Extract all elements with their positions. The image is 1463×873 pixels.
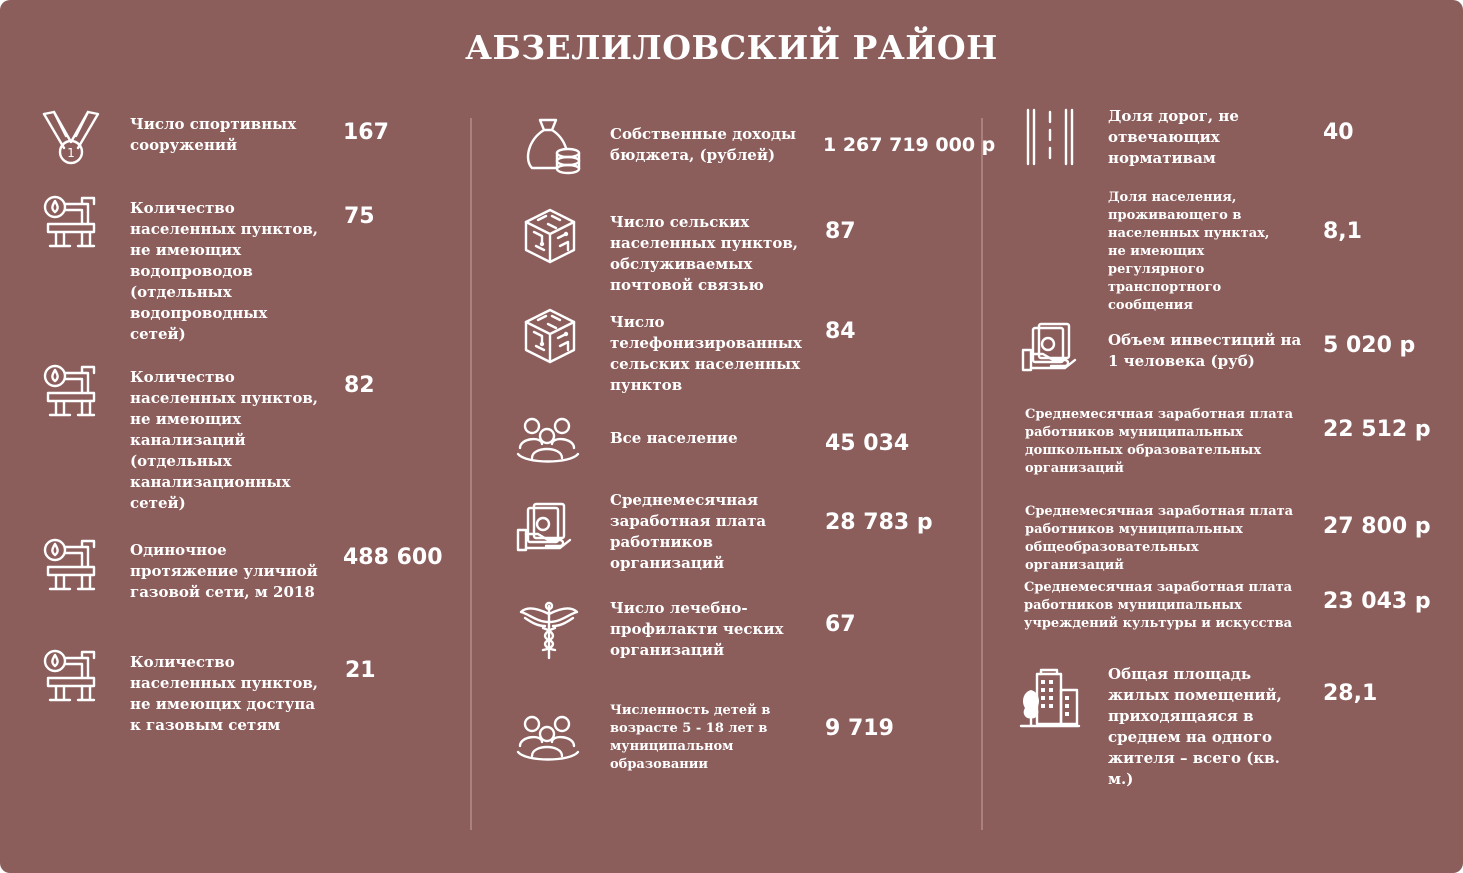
stat-label: Все население <box>610 429 738 447</box>
stat-value: 23 043 р <box>1323 589 1431 614</box>
caduceus-icon <box>519 600 579 660</box>
stat-label: Численность детей в возрасте 5 - 18 лет в муниципальном образовании <box>610 703 771 772</box>
building-icon <box>1019 668 1081 730</box>
stat-value: 40 <box>1323 120 1354 145</box>
column-divider-right <box>981 118 983 830</box>
money-bag-icon <box>522 116 582 176</box>
stat-label: Число сельских населенных пунктов, обслуживаемых почтовой связью <box>610 213 798 294</box>
stat-label: Общая площадь жилых помещений, приходящаяся в среднем на одного жителя – всего (кв. м.) <box>1108 665 1282 788</box>
pipes-icon <box>42 537 100 593</box>
money-hand-icon <box>1021 320 1079 374</box>
stat-label: Среднемесячная заработная плата работников организаций <box>610 491 767 572</box>
stat-value: 8,1 <box>1323 219 1362 244</box>
stat-label: Среднемесячная заработная плата работников муниципальных общеобразовательных организаций <box>1025 504 1294 573</box>
medal-icon <box>40 108 102 168</box>
stat-label: Одиночное протяжение уличной газовой сети, м 2018 <box>130 541 318 601</box>
stat-value: 45 034 <box>825 431 910 456</box>
pipes-icon <box>42 194 100 250</box>
svg-text:1: 1 <box>67 146 75 160</box>
stat-label: Количество населенных пунктов, не имеющих канализаций (отдельных канализационных сетей) <box>130 368 318 512</box>
stat-value: 5 020 р <box>1323 333 1416 358</box>
stat-value: 167 <box>343 120 389 145</box>
stat-label: Количество населенных пунктов, не имеющих доступа к газовым сетям <box>130 653 318 734</box>
people-icon <box>516 414 580 466</box>
stat-label: Доля населения, проживающего в населенных пунктах, не имеющих регулярного транспортного сообщения <box>1108 190 1270 313</box>
column-divider-left <box>470 118 472 830</box>
stat-value: 75 <box>344 204 375 229</box>
stat-value: 21 <box>345 658 376 683</box>
stat-label: Количество населенных пунктов, не имеющих водопроводов (отдельных водопроводных сетей) <box>130 199 318 343</box>
stat-value: 82 <box>344 373 375 398</box>
people-icon <box>516 712 580 764</box>
money-hand-icon <box>516 500 574 554</box>
stat-label: Собственные доходы бюджета, (рублей) <box>610 125 797 164</box>
page-title: АБЗЕЛИЛОВСКИЙ РАЙОН <box>465 28 998 67</box>
stat-value: 9 719 <box>825 716 894 741</box>
stat-label: Среднемесячная заработная плата работников муниципальных учреждений культуры и искусства <box>1024 580 1293 631</box>
stat-label: Число телефонизированных сельских населенных пунктов <box>610 313 802 394</box>
stat-value: 22 512 р <box>1323 417 1431 442</box>
stat-label: Объем инвестиций на 1 человека (руб) <box>1108 331 1302 370</box>
network-cube-icon <box>522 206 578 266</box>
stat-label: Доля дорог, не отвечающих нормативам <box>1108 107 1239 167</box>
stat-value: 28,1 <box>1323 681 1378 706</box>
stat-label: Среднемесячная заработная плата работников муниципальных дошкольных образовательных организаций <box>1025 407 1294 476</box>
stat-value: 488 600 <box>343 545 443 570</box>
stat-value: 87 <box>825 219 856 244</box>
pipes-icon <box>42 363 100 419</box>
stat-value: 67 <box>825 612 856 637</box>
stat-label: Число спортивных сооружений <box>130 115 297 154</box>
network-cube-icon <box>522 306 578 366</box>
stat-label: Число лечебно-профилакти ческих организаций <box>610 599 784 659</box>
stat-value: 84 <box>825 319 856 344</box>
road-icon <box>1024 108 1076 166</box>
pipes-icon <box>42 648 100 704</box>
stat-value: 27 800 р <box>1323 514 1431 539</box>
stat-value: 28 783 р <box>825 510 933 535</box>
stat-value: 1 267 719 000 р <box>823 134 996 156</box>
